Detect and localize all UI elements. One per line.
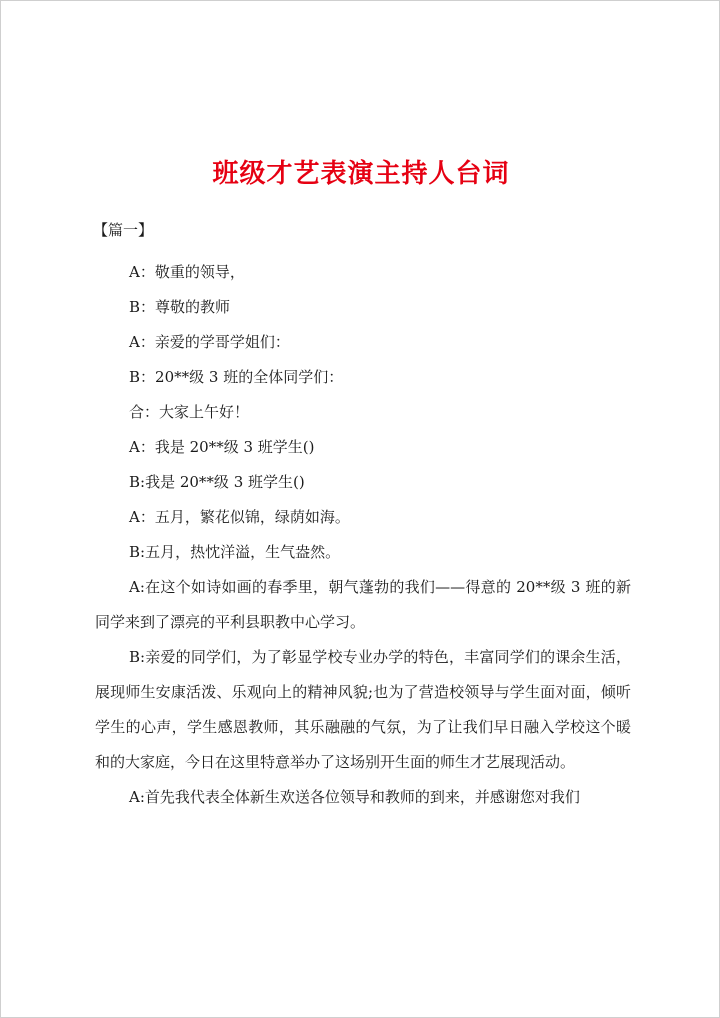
paragraph: A：亲爱的学哥学姐们：: [129, 333, 290, 351]
paragraph: B：20**级 3 班的全体同学们：: [129, 368, 344, 386]
paragraph: 合：大家上午好！: [129, 403, 250, 421]
paragraph: B:亲爱的同学们，为了彰显学校专业办学的特色，丰富同学们的课余生活，展现师生安康活泼、乐观向上的精神风貌;也为了营造校领导与学生面对面，倾听学生的心声，学生感恩教师，其乐融融的气氛，为了让我们早日融入学校这个暖和的大家庭，今日在这里特意举办了这场别开生面的师生才艺展现活动。: [95, 648, 631, 771]
paragraph: A:在这个如诗如画的春季里，朝气蓬勃的我们——得意的 20**级 3 班的新同学来到了漂亮的平利县职教中心学习。: [95, 578, 631, 631]
paragraph: A：我是 20**级 3 班学生(): [129, 438, 315, 456]
section-heading: 【篇一】: [93, 221, 154, 239]
paragraph: B:我是 20**级 3 班学生(): [129, 473, 305, 491]
paragraph: A:首先我代表全体新生欢送各位领导和教师的到来，并感谢您对我们: [129, 788, 580, 806]
document-body: [95, 255, 631, 815]
paragraph: B:五月，热忱洋溢，生气盎然。: [129, 543, 341, 561]
document-title: 班级才艺表演主持人台词: [212, 159, 510, 189]
paragraph: A：敬重的领导，: [129, 263, 245, 281]
paragraph: B：尊敬的教师: [129, 298, 231, 316]
paragraph: A：五月，繁花似锦，绿荫如海。: [129, 508, 350, 526]
